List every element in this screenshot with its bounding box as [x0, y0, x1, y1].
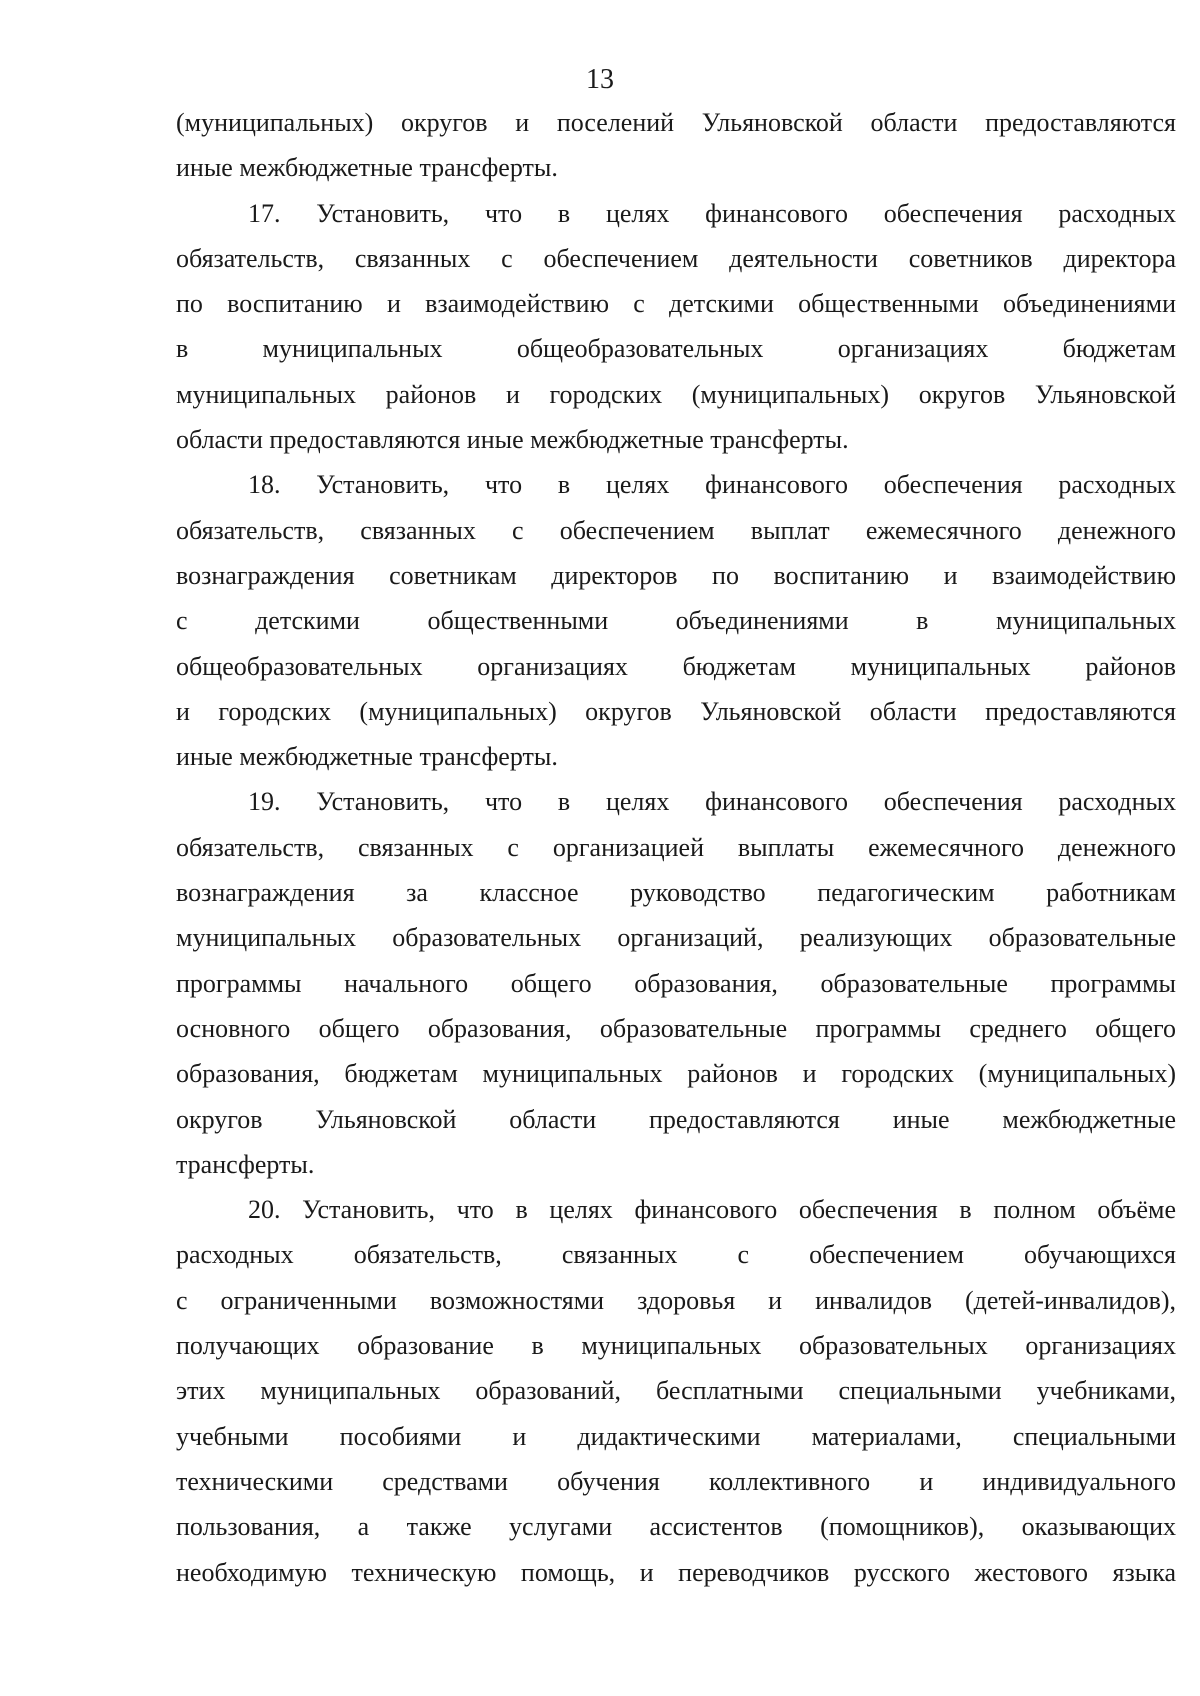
text-line: техническими средствами обучения коллективного и индивидуального [176, 1466, 1176, 1496]
text-line: обязательств, связанных с обеспечением деятельности советников директора [176, 243, 1176, 273]
text-line: 18. Установить, что в целях финансового обеспечения расходных [248, 470, 1176, 500]
text-line: учебными пособиями и дидактическими материалами, специальными [176, 1421, 1176, 1451]
text-line: иные межбюджетные трансферты. [176, 153, 558, 183]
text-line: муниципальных образовательных организаций, реализующих образовательные [176, 923, 1176, 953]
text-line: общеобразовательных организациях бюджетам муниципальных районов [176, 651, 1176, 681]
text-line: пользования, а также услугами ассистентов (помощников), оказывающих [176, 1512, 1176, 1542]
text-line: с детскими общественными объединениями в муниципальных [176, 606, 1176, 636]
document-body [176, 100, 1176, 1595]
page-number: 13 [586, 64, 614, 95]
text-line: 17. Установить, что в целях финансового обеспечения расходных [248, 198, 1176, 228]
text-line: 20. Установить, что в целях финансового обеспечения в полном объёме [248, 1195, 1176, 1225]
text-line: округов Ульяновской области предоставляются иные межбюджетные [176, 1104, 1176, 1134]
text-line: 19. Установить, что в целях финансового обеспечения расходных [248, 787, 1176, 817]
text-line: обязательств, связанных с организацией выплаты ежемесячного денежного [176, 832, 1176, 862]
text-line: расходных обязательств, связанных с обеспечением обучающихся [176, 1240, 1176, 1270]
text-line: вознаграждения за классное руководство педагогическим работникам [176, 878, 1176, 908]
text-line: и городских (муниципальных) округов Ульяновской области предоставляются [176, 696, 1176, 726]
text-line: получающих образование в муниципальных образовательных организациях [176, 1331, 1176, 1361]
text-line: основного общего образования, образовательные программы среднего общего [176, 1013, 1176, 1043]
text-line: этих муниципальных образований, бесплатными специальными учебниками, [176, 1376, 1176, 1406]
text-line: необходимую техническую помощь, и переводчиков русского жестового языка [176, 1557, 1176, 1587]
text-line: вознаграждения советникам директоров по воспитанию и взаимодействию [176, 560, 1176, 590]
text-line: в муниципальных общеобразовательных организациях бюджетам [176, 334, 1176, 364]
text-line: по воспитанию и взаимодействию с детскими общественными объединениями [176, 289, 1176, 319]
text-line: иные межбюджетные трансферты. [176, 742, 558, 772]
text-line: программы начального общего образования, образовательные программы [176, 968, 1176, 998]
text-line: трансферты. [176, 1149, 315, 1179]
text-line: с ограниченными возможностями здоровья и инвалидов (детей-инвалидов), [176, 1285, 1176, 1315]
text-line: области предоставляются иные межбюджетные трансферты. [176, 425, 849, 455]
text-line: муниципальных районов и городских (муниципальных) округов Ульяновской [176, 379, 1176, 409]
text-line: образования, бюджетам муниципальных районов и городских (муниципальных) [176, 1059, 1176, 1089]
text-line: обязательств, связанных с обеспечением выплат ежемесячного денежного [176, 515, 1176, 545]
text-line: (муниципальных) округов и поселений Ульяновской области предоставляются [176, 108, 1176, 137]
